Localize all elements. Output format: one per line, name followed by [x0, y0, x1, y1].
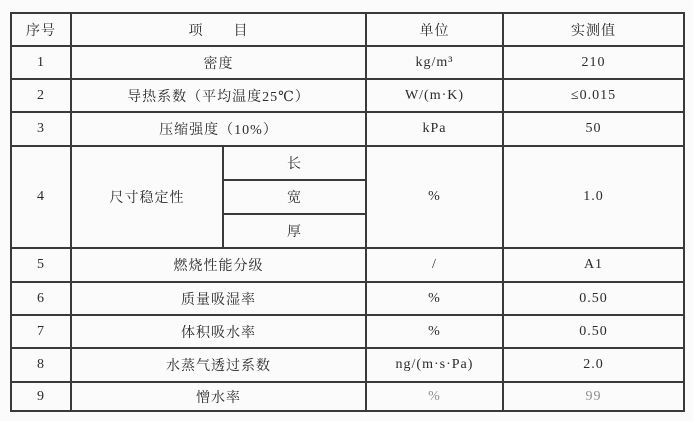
- cell-value: 1.0: [503, 146, 684, 248]
- cell-no: 4: [11, 146, 71, 248]
- cell-no: 5: [11, 248, 71, 282]
- cell-value: 50: [503, 112, 684, 146]
- cell-no: 2: [11, 79, 71, 112]
- header-cell-no: 序号: [11, 13, 71, 46]
- cell-item: 密度: [71, 46, 366, 79]
- cell-unit: %: [366, 315, 503, 348]
- cell-value: 99: [503, 382, 684, 411]
- cell-no: 7: [11, 315, 71, 348]
- cell-item: 体积吸水率: [71, 315, 366, 348]
- cell-unit: kg/m³: [366, 46, 503, 79]
- table-row-volume-water: [11, 315, 684, 348]
- cell-no: 8: [11, 348, 71, 382]
- cell-sub-item-thickness: 厚: [223, 214, 366, 248]
- cell-item: 压缩强度（10%）: [71, 112, 366, 146]
- cell-unit: kPa: [366, 112, 503, 146]
- table-header-row: [11, 13, 684, 46]
- cell-item: 憎水率: [71, 382, 366, 411]
- table-row-compressive-strength: [11, 112, 684, 146]
- cell-value: 210: [503, 46, 684, 79]
- table-row-water-repellency: [11, 382, 684, 411]
- cell-value: A1: [503, 248, 684, 282]
- cell-item: 质量吸湿率: [71, 282, 366, 315]
- cell-unit: /: [366, 248, 503, 282]
- spec-table: [10, 12, 685, 412]
- table-row-dimensional-stability: [11, 146, 684, 180]
- cell-no: 6: [11, 282, 71, 315]
- cell-item: 水蒸气透过系数: [71, 348, 366, 382]
- table-row-density: [11, 46, 684, 79]
- cell-value: 0.50: [503, 282, 684, 315]
- cell-value: ≤0.015: [503, 79, 684, 112]
- cell-unit: %: [366, 282, 503, 315]
- table-row-combustion-class: [11, 248, 684, 282]
- header-cell-unit: 单位: [366, 13, 503, 46]
- cell-item: 燃烧性能分级: [71, 248, 366, 282]
- table-row-mass-moisture: [11, 282, 684, 315]
- cell-sub-item-width: 宽: [223, 180, 366, 214]
- table-row-vapor-permeability: [11, 348, 684, 382]
- cell-no: 1: [11, 46, 71, 79]
- cell-unit: %: [366, 382, 503, 411]
- cell-item: 导热系数（平均温度25℃）: [71, 79, 366, 112]
- cell-sub-item-length: 长: [223, 146, 366, 180]
- cell-value: 0.50: [503, 315, 684, 348]
- cell-no: 9: [11, 382, 71, 411]
- header-cell-item: 项 目: [71, 13, 366, 46]
- cell-value: 2.0: [503, 348, 684, 382]
- table-row-thermal-conductivity: [11, 79, 684, 112]
- cell-unit: ng/(m·s·Pa): [366, 348, 503, 382]
- cell-item: 尺寸稳定性: [71, 146, 223, 248]
- header-cell-value: 实测值: [503, 13, 684, 46]
- cell-unit: W/(m·K): [366, 79, 503, 112]
- cell-no: 3: [11, 112, 71, 146]
- cell-unit: %: [366, 146, 503, 248]
